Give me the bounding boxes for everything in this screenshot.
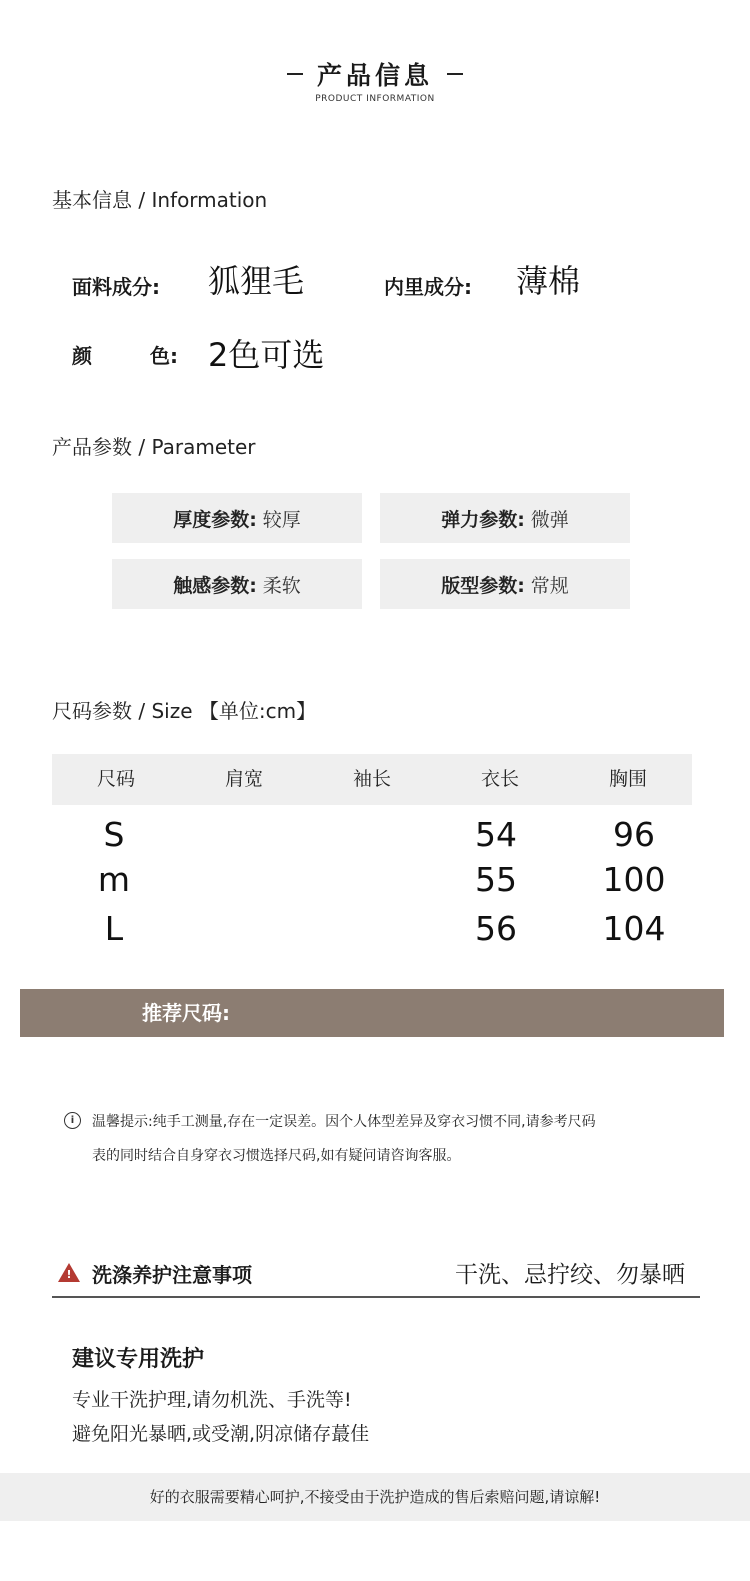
care-title: 洗涤养护注意事项 <box>92 1263 252 1287</box>
size-heading: 尺码参数 / Size 【单位:cm】 <box>52 699 317 723</box>
table-row <box>0 860 750 904</box>
title-dash-left <box>287 73 303 75</box>
cell-size: S <box>103 815 125 854</box>
basic-info-heading: 基本信息 / Information <box>52 188 268 212</box>
param-label: 厚度参数: <box>173 508 257 531</box>
param-label: 触感参数: <box>173 574 257 597</box>
col-chest: 胸围 <box>608 768 647 790</box>
recommend-size-bar <box>20 989 724 1037</box>
color-label-1: 颜 <box>72 344 92 368</box>
param-box-fit <box>380 559 630 609</box>
cell-chest: 104 <box>602 909 666 948</box>
page-title: 产品信息 <box>316 61 433 90</box>
cell-chest: 96 <box>613 815 655 854</box>
page-subtitle: PRODUCT INFORMATION <box>315 94 435 104</box>
advice-title: 建议专用洗护 <box>72 1347 205 1372</box>
param-value: 柔软 <box>262 574 301 597</box>
care-divider <box>52 1296 700 1298</box>
color-label-2: 色: <box>150 344 178 368</box>
cell-length: 54 <box>475 815 517 854</box>
advice-line-2: 避免阳光暴晒,或受潮,阴凉储存蕞佳 <box>72 1423 370 1445</box>
title-dash-right <box>447 73 463 75</box>
col-size: 尺码 <box>96 768 135 790</box>
care-summary: 干洗、忌拧绞、勿暴晒 <box>455 1262 685 1288</box>
recommend-size-label: 推荐尺码: <box>142 1001 230 1025</box>
param-value: 微弹 <box>530 508 569 531</box>
cell-chest: 100 <box>602 860 666 899</box>
info-icon: i <box>64 1112 81 1129</box>
param-box-touch <box>112 559 362 609</box>
col-sleeve: 袖长 <box>352 768 391 790</box>
warning-icon-mark: ! <box>66 1268 72 1281</box>
param-label: 版型参数: <box>441 574 525 597</box>
fabric-label: 面料成分: <box>72 275 160 299</box>
header <box>0 52 750 96</box>
param-box-elasticity <box>380 493 630 543</box>
color-value: 2色可选 <box>208 336 325 374</box>
param-value: 较厚 <box>262 508 301 531</box>
advice-line-1: 专业干洗护理,请勿机洗、手洗等! <box>72 1389 352 1411</box>
cell-length: 56 <box>475 909 517 948</box>
param-value: 常规 <box>530 574 569 597</box>
table-row <box>0 909 750 953</box>
table-row <box>0 815 750 859</box>
cell-size: L <box>104 909 124 948</box>
parameter-heading: 产品参数 / Parameter <box>52 435 256 459</box>
col-shoulder: 肩宽 <box>224 768 263 790</box>
tip-line-1: 温馨提示:纯手工测量,存在一定误差。因个人体型差异及穿衣习惯不同,请参考尺码 <box>92 1114 596 1130</box>
footer-notice: 好的衣服需要精心呵护,不接受由于洗护造成的售后索赔问题,请谅解! <box>0 1473 750 1521</box>
param-box-thickness <box>112 493 362 543</box>
lining-value: 薄棉 <box>516 262 581 300</box>
cell-length: 55 <box>475 860 517 899</box>
size-table-header <box>52 754 692 805</box>
tip-line-2: 表的同时结合自身穿衣习惯选择尺码,如有疑问请咨询客服。 <box>92 1148 461 1164</box>
fabric-value: 狐狸毛 <box>208 262 305 300</box>
cell-size: m <box>97 860 131 899</box>
param-label: 弹力参数: <box>441 508 525 531</box>
lining-label: 内里成分: <box>384 275 472 299</box>
col-length: 衣长 <box>480 768 519 790</box>
